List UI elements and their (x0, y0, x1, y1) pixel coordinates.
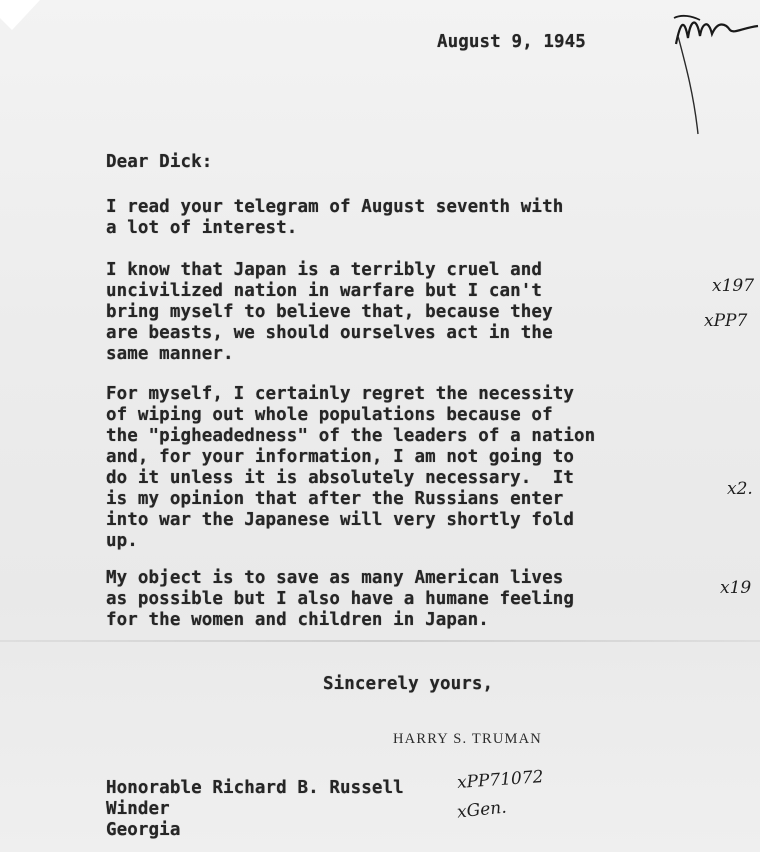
margin-note-2: xPP7 (704, 311, 748, 331)
file-code-note: xPP71072 (456, 767, 545, 793)
paragraph-1: I read your telegram of August seventh with a lot of interest. (106, 197, 564, 238)
paragraph-3: For myself, I certainly regret the necessity of wiping out whole populations because of the "pigheadedness" of the leaders of a nation and, for your information, I am not going to do it unless it is absolutely necessary. It is my opinion that after the Russians enter into war the Japanese will very shortly fold up. (106, 384, 596, 551)
signature-block: HARRY S. TRUMAN (393, 731, 542, 747)
paragraph-2: I know that Japan is a terribly cruel and uncivilized nation in warfare but I can't bring myself to believe that, because they are beasts, we should ourselves act in the same manner. (106, 260, 553, 364)
addressee-block: Honorable Richard B. Russell Winder Georgia (106, 778, 404, 840)
file-code-note-2: xGen. (456, 797, 508, 823)
paragraph-4: My object is to save as many American lives as possible but I also have a humane feeling for the women and children in Japan. (106, 568, 574, 630)
salutation: Dear Dick: (106, 152, 213, 172)
handwritten-tail-stroke (668, 36, 708, 136)
margin-note-4: x19 (720, 578, 752, 598)
margin-note-3: x2. (727, 479, 753, 499)
paper-fold-crease (0, 640, 760, 642)
margin-note-1: x197 (712, 276, 755, 296)
letter-date: August 9, 1945 (437, 32, 586, 52)
closing: Sincerely yours, (323, 674, 494, 694)
torn-corner (0, 0, 40, 30)
